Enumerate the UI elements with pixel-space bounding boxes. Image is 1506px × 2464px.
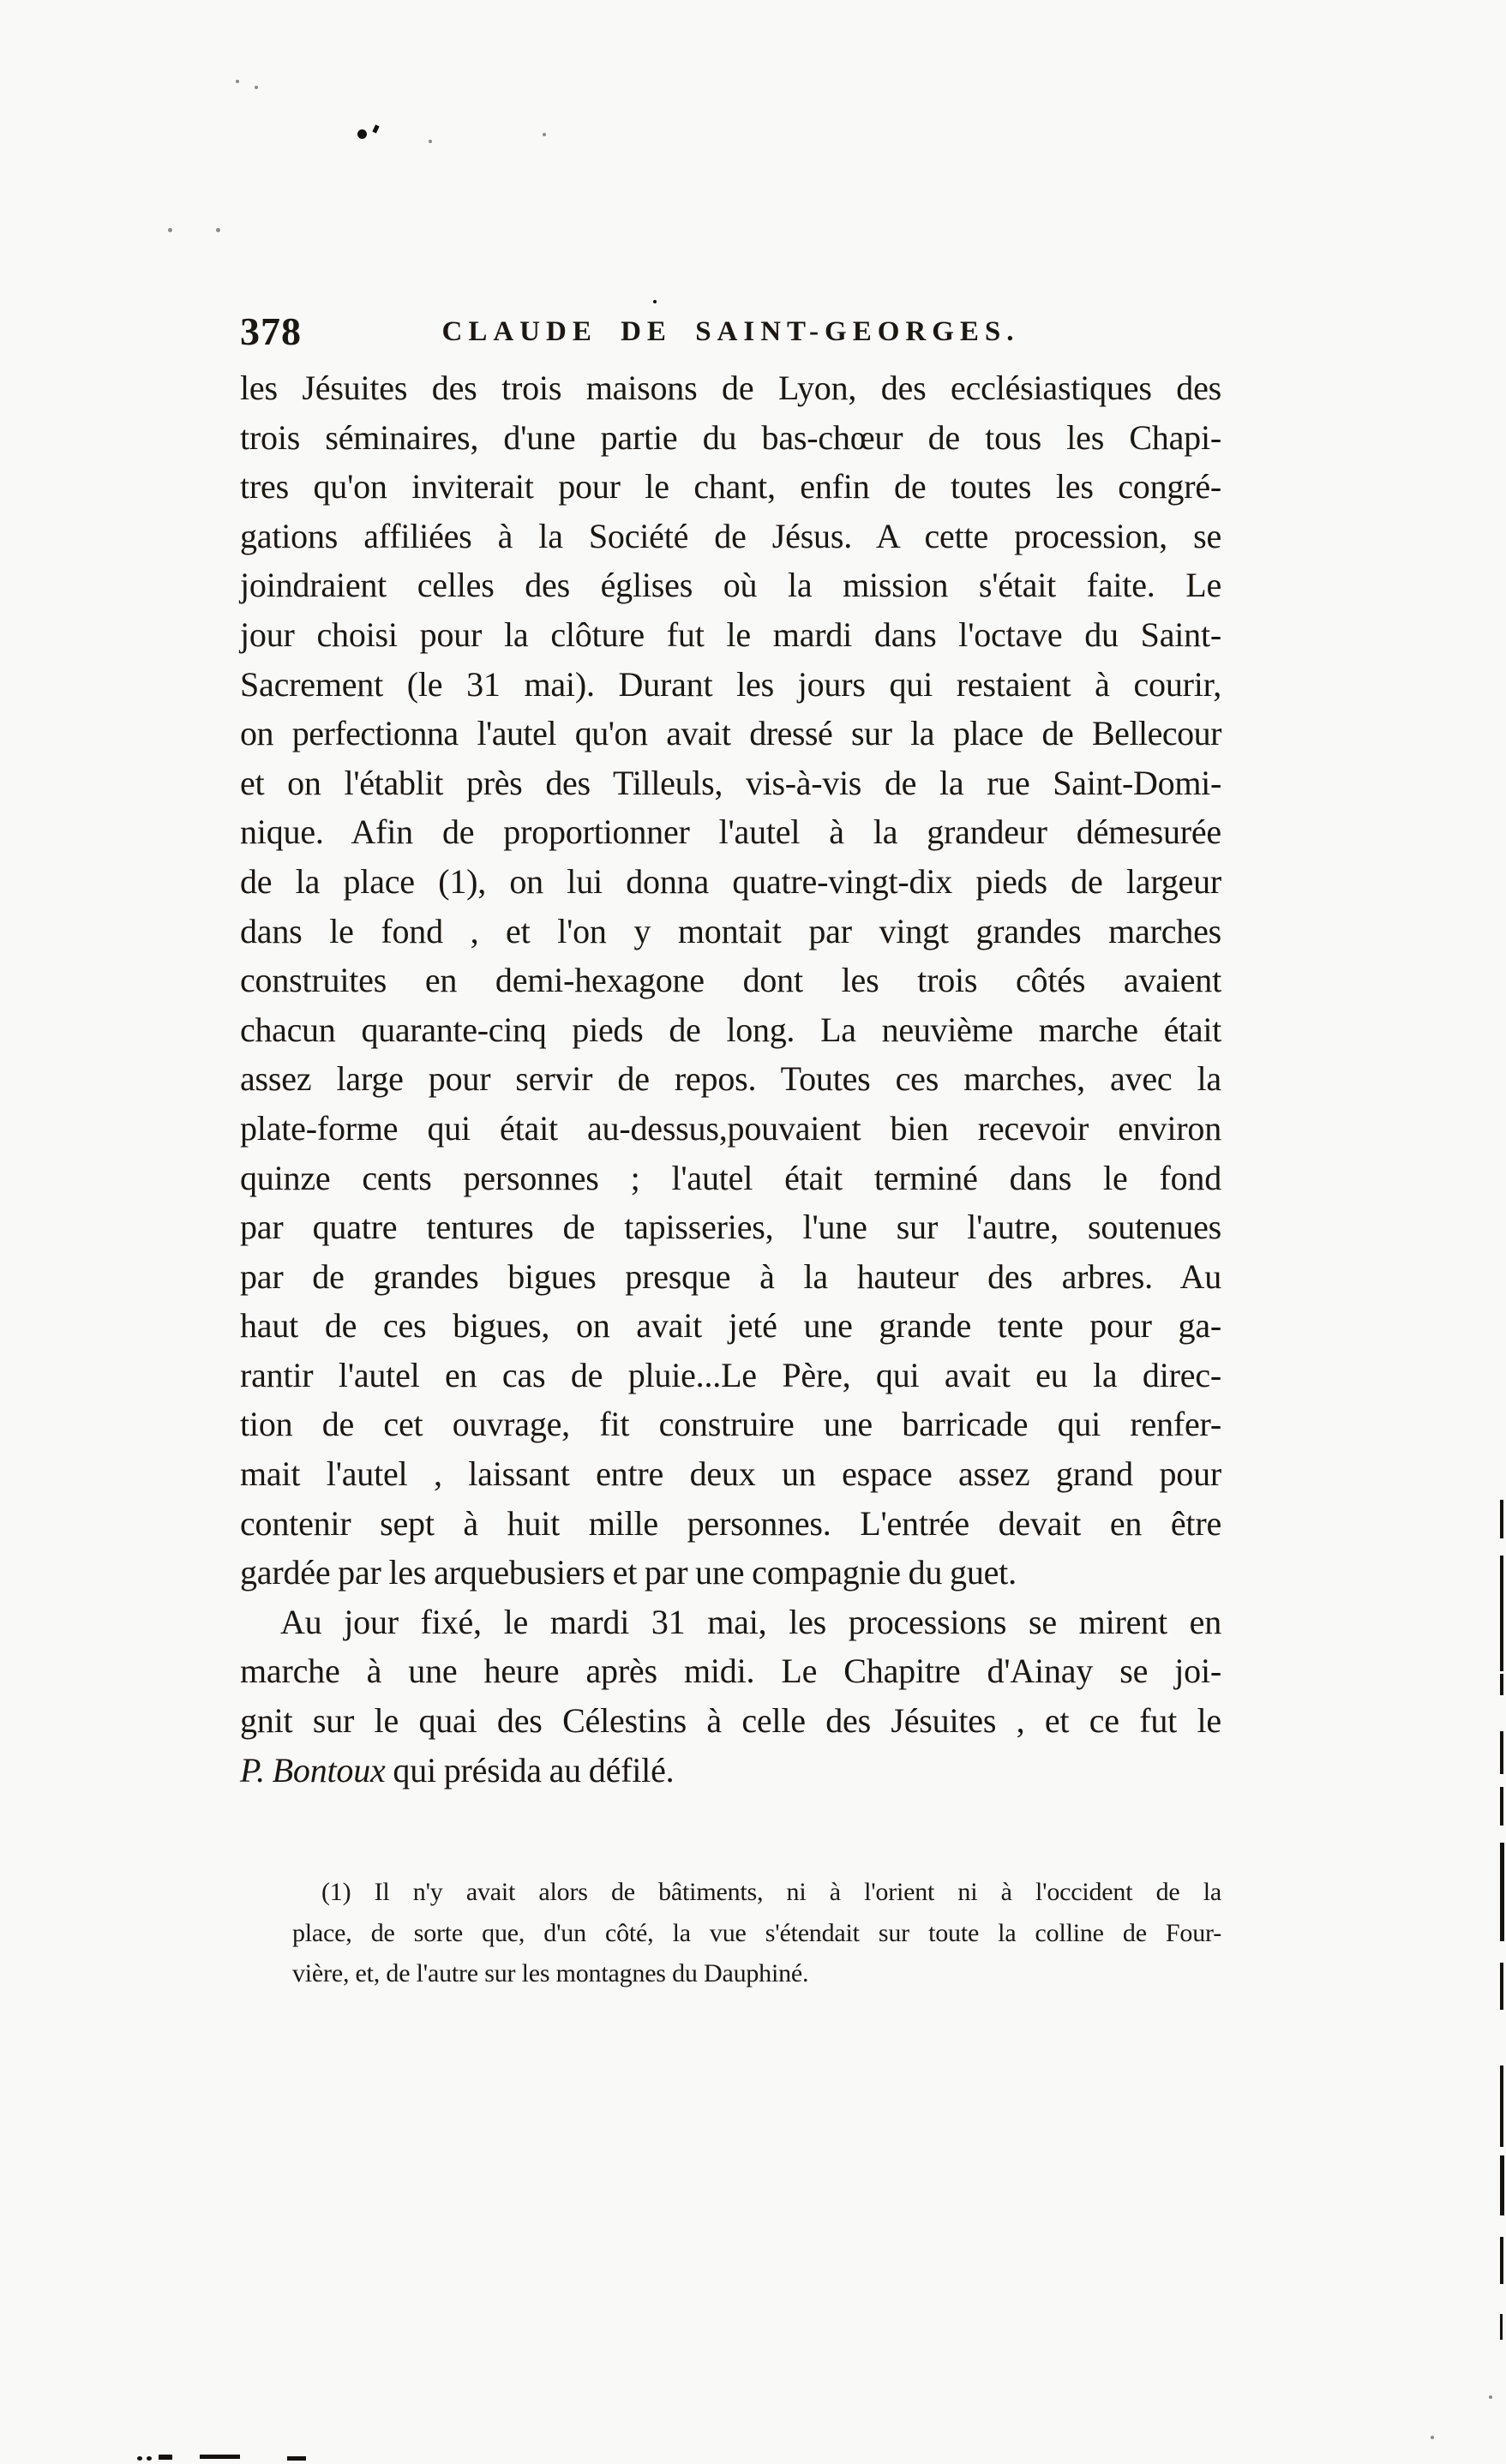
page-edge-line [1500,1674,1503,1695]
ink-speck [216,228,220,232]
text-line: rantir l'autel en cas de pluie...Le Père, qui avait eu la direc- [240,1355,1221,1394]
ink-speck [255,86,258,89]
text-line: joindraient celles des églises où la mission s'était faite. Le [240,566,1221,605]
text-line: et on l'établit près des Tilleuls, vis-à-vis de la rue Saint-Domi- [240,763,1221,802]
text-line: on perfectionna l'autel qu'on avait dressé sur la place de Bellecour [240,714,1221,753]
text-line: plate-forme qui était au-dessus,pouvaient bien recevoir environ [240,1108,1221,1148]
text-line: chacun quarante-cinq pieds de long. La neuvième marche était [240,1010,1221,1049]
edge-mark [159,2455,172,2460]
text-line: quinze cents personnes ; l'autel était terminé dans le fond [240,1158,1221,1197]
running-title: CLAUDE DE SAINT-GEORGES. [441,316,1020,347]
page-edge-line [1500,2237,1503,2284]
text-line: les Jésuites des trois maisons de Lyon, des ecclésiastiques des [240,369,1221,407]
page-edge-line [1500,2065,1503,2147]
text-line: contenir sept à huit mille personnes. L'entrée devait en être [240,1503,1221,1543]
edge-mark [200,2455,240,2459]
text-line: Sacrement (le 31 mai). Durant les jours qui restaient à courir, [240,664,1221,704]
text-line: tion de cet ouvrage, fit construire une barricade qui renfer- [240,1405,1221,1444]
text-line: Au jour fixé, le mardi 31 mai, les processions se mirent en [280,1602,1221,1641]
text-line: marche à une heure après midi. Le Chapitre d'Ainay se joi- [240,1652,1221,1691]
page-number: 378 [240,309,302,353]
italic-text: P. Bontoux [240,1750,386,1790]
ink-speck [653,300,657,303]
text-line [240,1746,1221,1796]
ink-speck [236,80,239,83]
page-edge-line [1500,1843,1504,1941]
body-text [240,363,1221,1795]
text-line: jour choisi pour la clôture fut le mardi dans l'octave du Saint- [240,615,1221,654]
text-line: trois séminaires, d'une partie du bas-chœur de tous les Chapi- [240,417,1221,457]
page-edge-line [1500,1963,1503,2010]
page-edge-line [1500,2155,1504,2215]
text-line: place, de sorte que, d'un côté, la vue s'étendait sur toute la colline de Four- [292,1918,1221,1947]
text-line: tres qu'on inviterait pour le chant, enfin de toutes les congré- [240,467,1221,507]
text-line: haut de ces bigues, on avait jeté une grande tente pour ga- [240,1306,1221,1346]
ink-speck [1489,2395,1492,2399]
text-line: (1) Il n'y avait alors de bâtiments, ni à l'orient ni à l'occident de la [321,1878,1221,1906]
page-edge-line [1500,1731,1503,1774]
plain-text: qui présida au défilé. [385,1750,675,1790]
edge-mark [147,2456,152,2461]
edge-mark [287,2456,306,2461]
text-line: vière, et, de l'autre sur les montagnes du Dauphiné. [292,1959,809,1988]
text-line: gnit sur le quai des Célestins à celle des Jésuites , et ce fut le [240,1701,1221,1741]
ink-speck [372,124,379,133]
text-line: gations affiliées à la Société de Jésus. A cette procession, se [240,516,1221,555]
page-edge-line [1500,1556,1503,1671]
ink-speck [429,140,432,143]
text-line: par de grandes bigues presque à la hauteur des arbres. Au [240,1256,1221,1296]
page-edge-line [1500,1787,1503,1826]
text-line: assez large pour servir de repos. Toutes ces marches, avec la [240,1059,1221,1099]
text-line: construites en demi-hexagone dont les trois côtés avaient [240,961,1221,1000]
ink-speck [168,228,172,232]
page-edge-line [1500,2314,1503,2340]
page-header [240,310,1221,353]
text-line: mait l'autel , laissant entre deux un espace assez grand pour [240,1454,1221,1494]
footnote [292,1872,1221,1994]
ink-speck [1431,2436,1434,2439]
ink-speck [543,133,546,136]
text-line: nique. Afin de proportionner l'autel à la grandeur démesurée [240,812,1221,852]
text-line: dans le fond , et l'on y montait par vingt grandes marches [240,911,1221,950]
text-line: par quatre tentures de tapisseries, l'une sur l'autre, soutenues [240,1208,1221,1247]
text-line: gardée par les arquebusiers et par une compagnie du guet. [240,1553,1017,1592]
ink-speck [357,129,367,139]
edge-mark [137,2456,142,2461]
text-line: de la place (1), on lui donna quatre-vingt-dix pieds de largeur [240,861,1221,901]
page-edge-line [1500,1500,1503,1538]
